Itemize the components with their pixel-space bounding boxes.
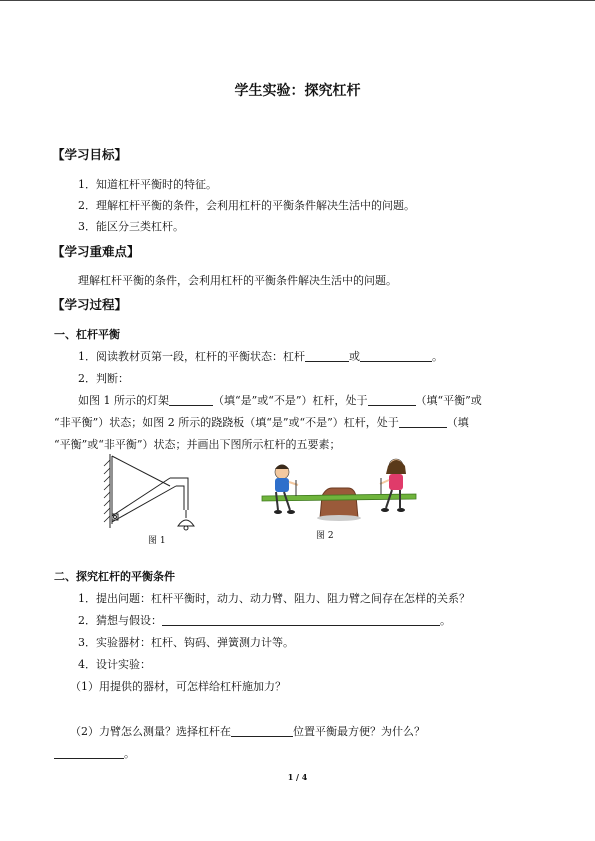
section1-line-1: [78, 392, 482, 408]
section2-sub-2: [70, 723, 425, 739]
section2-sub-2-answer: [54, 745, 135, 761]
answer-blank[interactable]: [368, 393, 416, 406]
page-title: 学生实验：探究杠杆: [234, 83, 361, 99]
goal-item-1: 1．知道杠杆平衡时的特征。: [78, 178, 217, 191]
process-heading: 【学习过程】: [52, 297, 128, 312]
goal-item-2: 2．理解杠杆平衡的条件，会利用杠杆的平衡条件解决生活中的问题。: [78, 199, 415, 212]
page-number: 1 / 4: [287, 772, 308, 782]
answer-blank[interactable]: [305, 349, 349, 362]
answer-blank[interactable]: [231, 724, 293, 737]
text: 。: [440, 614, 451, 627]
goal-item-3: 3．能区分三类杠杆。: [78, 220, 184, 233]
text: “非平衡”）状态；如图 2 所示的跷跷板（填“是”或“不是”）杠杆，处于: [54, 416, 399, 429]
keypoints-heading: 【学习重难点】: [52, 244, 140, 259]
answer-blank[interactable]: [360, 349, 432, 362]
goals-heading: 【学习目标】: [52, 147, 128, 162]
text: 位置平衡最方便？为什么？: [293, 725, 425, 738]
section1-question-2: 2．判断：: [78, 372, 129, 385]
answer-blank[interactable]: [162, 613, 440, 626]
text: （2）力臂怎么测量？选择杠杆在: [70, 725, 231, 738]
section1-line-2: [54, 414, 469, 430]
text: 或: [349, 350, 360, 363]
figure-1-caption: 图 1: [148, 536, 166, 546]
figure-2-caption: 图 2: [316, 531, 334, 541]
answer-blank[interactable]: [399, 415, 447, 428]
section1-line-3: “平衡”或“非平衡”）状态；并画出下图所示杠杆的五要素；: [54, 438, 341, 451]
figure-2-seesaw: [260, 452, 426, 524]
header-rule: [0, 0, 595, 1]
answer-blank[interactable]: [169, 393, 213, 406]
section1-heading: 一、杠杆平衡: [54, 328, 120, 341]
keypoints-text: 理解杠杆平衡的条件，会利用杠杆的平衡条件解决生活中的问题。: [78, 274, 397, 287]
answer-blank[interactable]: [54, 746, 124, 759]
text: 1．阅读教材页第一段，杠杆的平衡状态：杠杆: [78, 350, 305, 363]
text: 2．猜想与假设：: [78, 614, 162, 627]
section2-question-4: 4．设计实验：: [78, 658, 151, 671]
section2-question-1: 1．提出问题：杠杆平衡时，动力、动力臂、阻力、阻力臂之间存在怎样的关系？: [78, 592, 470, 605]
section2-heading: 二、探究杠杆的平衡条件: [54, 570, 175, 583]
text: 如图 1 所示的灯架: [78, 394, 169, 407]
text: （填“是”或“不是”）杠杆，处于: [213, 394, 368, 407]
figure-1-lamp-stand: [98, 448, 208, 540]
text: （填“平衡”或: [415, 394, 482, 407]
text: （填: [446, 416, 469, 429]
section2-question-3: 3．实验器材：杠杆、钩码、弹簧测力计等。: [78, 636, 294, 649]
section2-sub-1: （1）用提供的器材，可怎样给杠杆施加力？: [70, 680, 286, 693]
section1-question-1: [78, 348, 443, 364]
section2-question-2: [78, 612, 451, 628]
text: 。: [432, 350, 443, 363]
text: 。: [124, 747, 135, 760]
